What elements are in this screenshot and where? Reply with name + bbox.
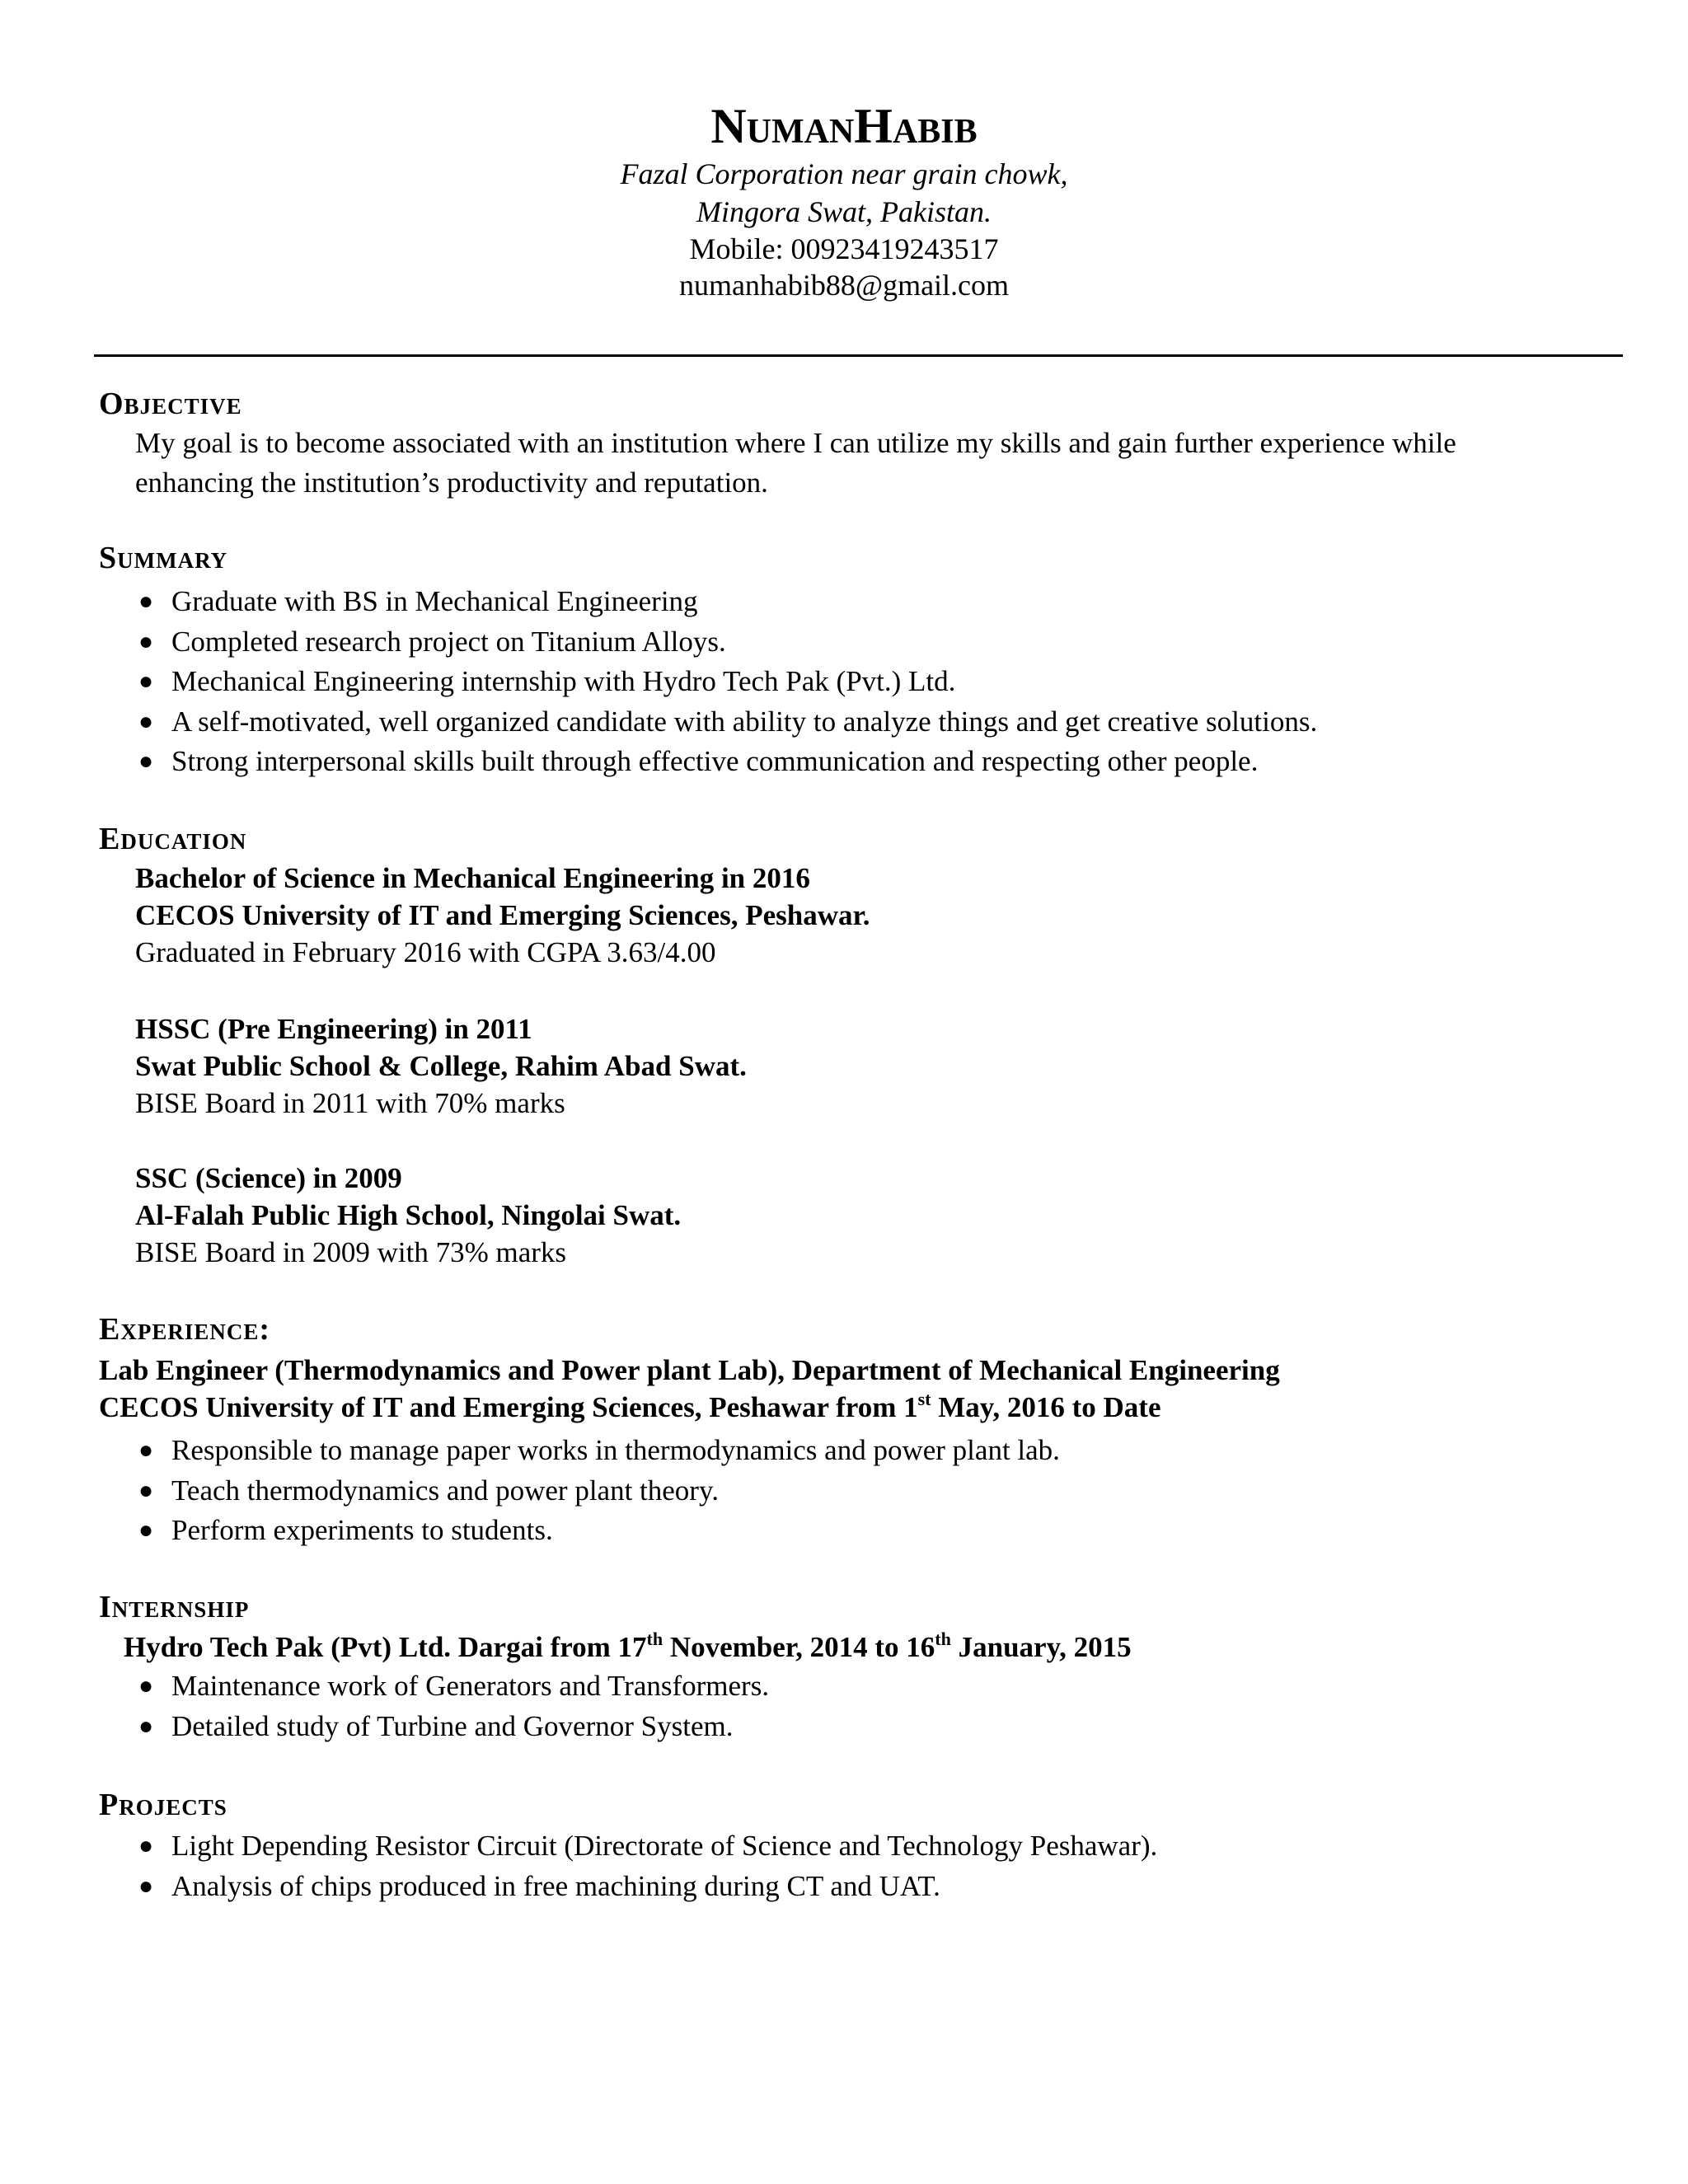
experience-organization: CECOS University of IT and Emerging Sciences, Peshawar from 1st May, 2016 to Date [99, 1389, 1161, 1423]
list-item: ● Completed research project on Titanium Alloys. [135, 622, 1317, 663]
bullet-icon: ● [138, 1672, 154, 1699]
education-heading: Education [99, 822, 247, 856]
bullet-icon: ● [138, 707, 154, 735]
internship-heading: Internship [99, 1590, 250, 1624]
list-item: ● Strong interpersonal skills built through effective communication and respecting other people. [135, 742, 1317, 782]
experience-position: Lab Engineer (Thermodynamics and Power plant Lab), Department of Mechanical Engineering [99, 1354, 1280, 1386]
education-degree: HSSC (Pre Engineering) in 2011 [135, 1013, 532, 1045]
bullet-icon: ● [138, 1516, 154, 1544]
bullet-icon: ● [138, 1832, 154, 1859]
bullet-icon: ● [138, 1436, 154, 1464]
education-institution: CECOS University of IT and Emerging Sciences, Peshawar. [135, 899, 870, 931]
list-item: ● A self-motivated, well organized candidate with ability to analyze things and get creative solutions. [135, 702, 1317, 743]
objective-heading: Objective [99, 387, 242, 421]
candidate-name [0, 97, 1688, 155]
bullet-icon: ● [138, 1712, 154, 1740]
list-item: ● Graduate with BS in Mechanical Engineering [135, 582, 1317, 622]
education-institution: Al-Falah Public High School, Ningolai Swat. [135, 1199, 682, 1231]
mobile-number: Mobile: 00923419243517 [689, 232, 999, 265]
address-line-2: Mingora Swat, Pakistan. [696, 195, 992, 228]
internship-company: Hydro Tech Pak (Pvt) Ltd. Dargai from 17th November, 2014 to 16th January, 2015 [124, 1629, 1132, 1663]
education-detail: Graduated in February 2016 with CGPA 3.63/4.00 [135, 936, 716, 968]
education-detail: BISE Board in 2009 with 73% marks [135, 1236, 567, 1268]
list-item: ● Teach thermodynamics and power plant theory. [135, 1471, 1060, 1511]
objective-text: My goal is to become associated with an institution where I can utilize my skills and gain further experience while enhancing the institution’s productivity and reputation. [135, 427, 1456, 499]
experience-entry [99, 1352, 1280, 1426]
education-entry-ssc [135, 1160, 681, 1271]
list-item: ● Detailed study of Turbine and Governor System. [135, 1707, 769, 1747]
education-degree: Bachelor of Science in Mechanical Engineering in 2016 [135, 862, 810, 894]
resume-header [0, 97, 1688, 303]
education-institution: Swat Public School & College, Rahim Abad Swat. [135, 1050, 747, 1082]
bullet-icon: ● [138, 1872, 154, 1900]
header-divider [94, 354, 1623, 357]
name-first: Numan [710, 99, 855, 153]
projects-list [135, 1826, 1157, 1906]
summary-heading: Summary [99, 541, 228, 575]
bullet-icon: ● [138, 588, 154, 615]
bullet-icon: ● [138, 668, 154, 695]
list-item: ● Light Depending Resistor Circuit (Directorate of Science and Technology Peshawar). [135, 1826, 1157, 1867]
bullet-icon: ● [138, 748, 154, 775]
education-entry-hssc [135, 1010, 747, 1122]
bullet-icon: ● [138, 627, 154, 655]
internship-list [135, 1666, 769, 1746]
experience-list [135, 1431, 1060, 1551]
list-item: ● Responsible to manage paper works in thermodynamics and power plant lab. [135, 1431, 1060, 1471]
address-line-1: Fazal Corporation near grain chowk, [620, 157, 1068, 190]
projects-heading: Projects [99, 1788, 227, 1822]
experience-heading: Experience: [99, 1312, 271, 1347]
education-degree: SSC (Science) in 2009 [135, 1162, 402, 1194]
name-last: Habib [854, 99, 978, 153]
list-item: ● Analysis of chips produced in free machining during CT and UAT. [135, 1867, 1157, 1907]
internship-entry [124, 1629, 1132, 1666]
email-address: numanhabib88@gmail.com [678, 269, 1010, 302]
summary-list [135, 582, 1317, 782]
list-item: ● Mechanical Engineering internship with Hydro Tech Pak (Pvt.) Ltd. [135, 662, 1317, 702]
list-item: ● Perform experiments to students. [135, 1511, 1060, 1551]
bullet-icon: ● [138, 1476, 154, 1504]
education-entry-bs [135, 860, 870, 971]
list-item: ● Maintenance work of Generators and Transformers. [135, 1666, 769, 1707]
education-detail: BISE Board in 2011 with 70% marks [135, 1087, 565, 1119]
